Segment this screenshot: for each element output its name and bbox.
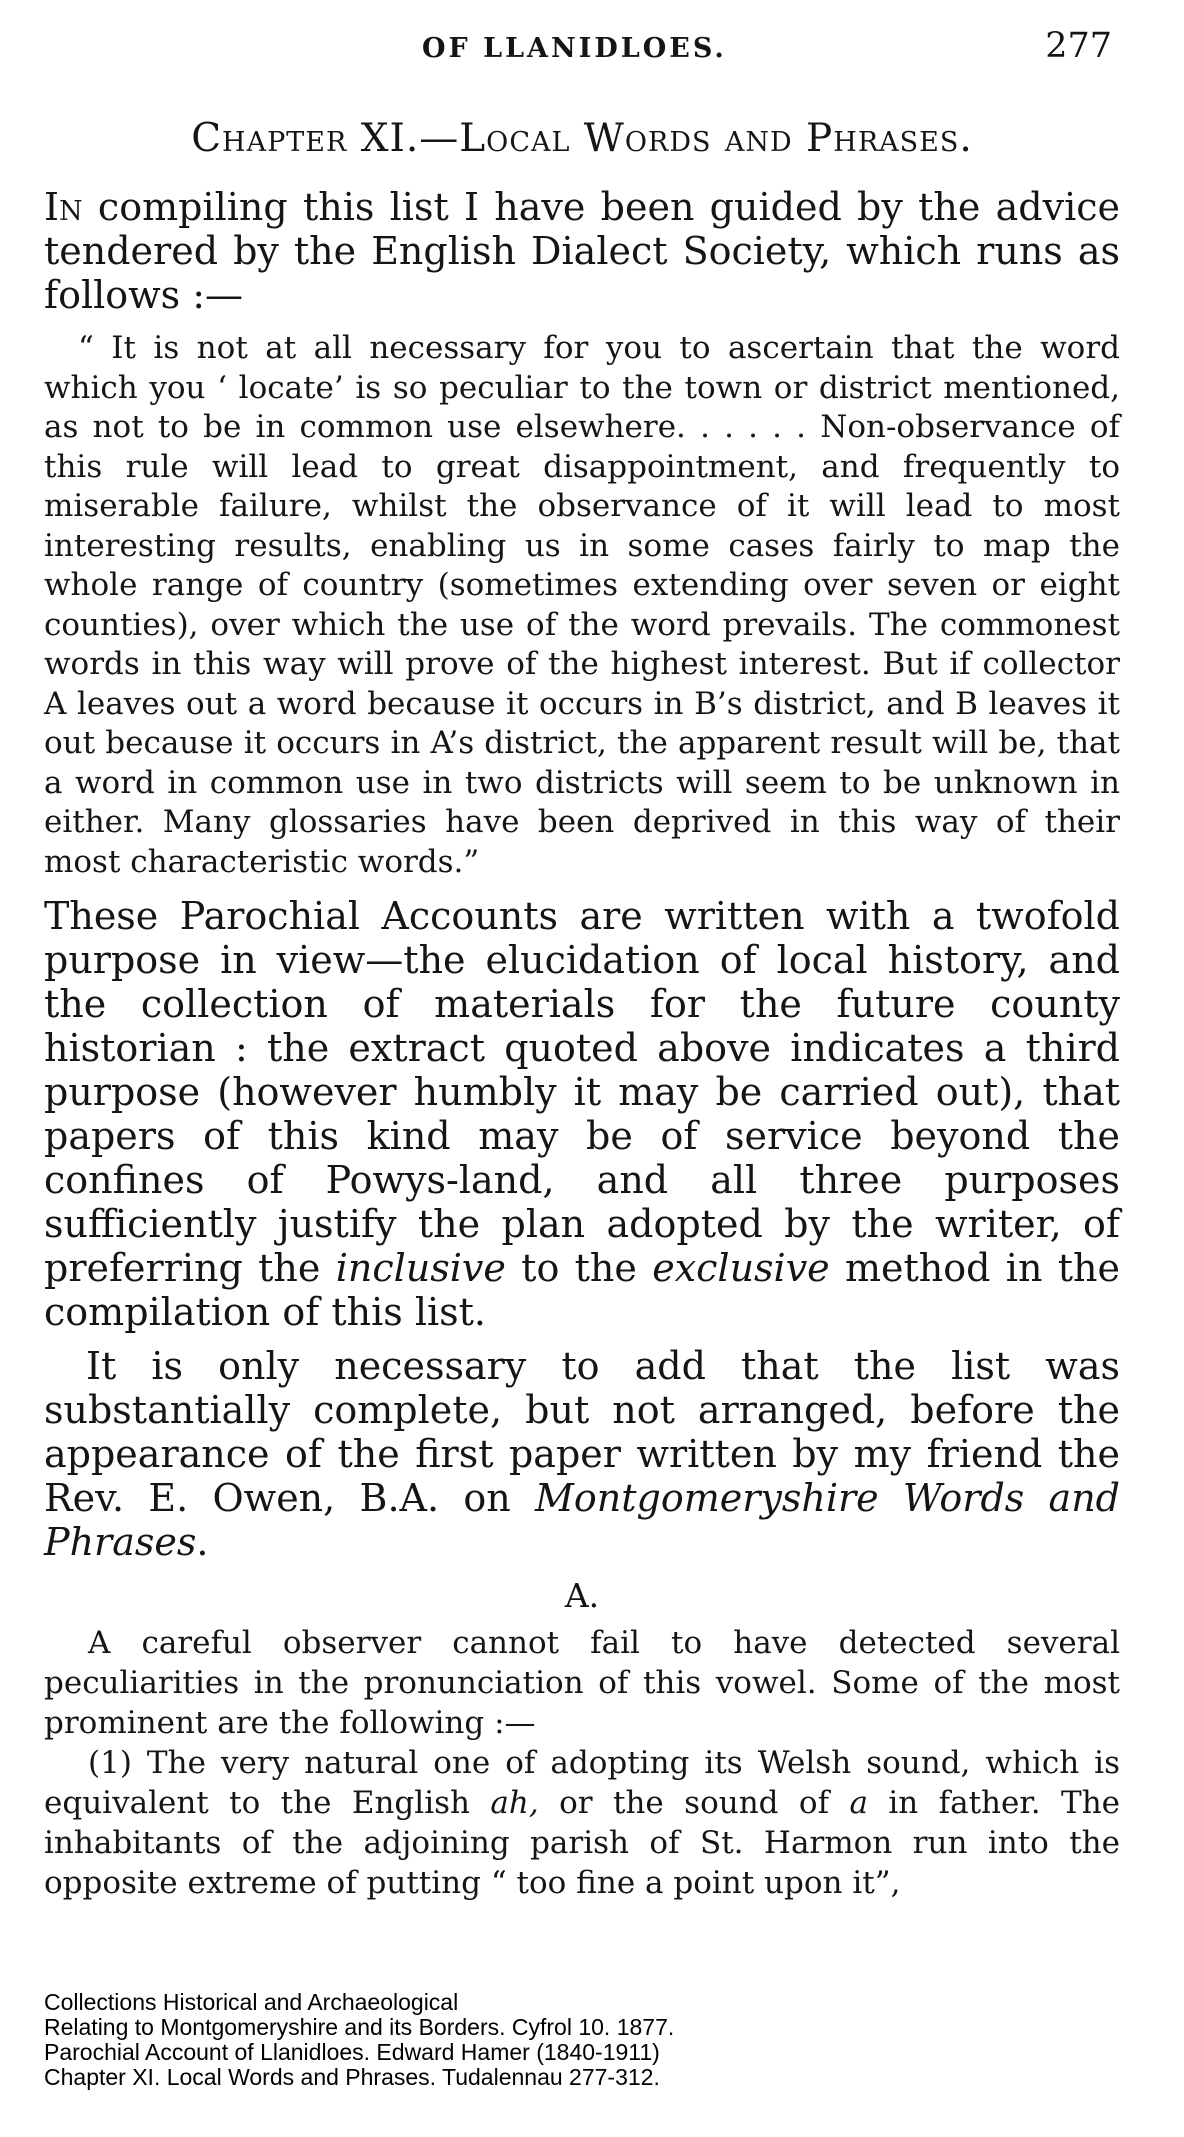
caption-line-4: Chapter XI. Local Words and Phrases. Tudalennau 277-312. bbox=[44, 2064, 660, 2090]
section-paragraph-1: A careful observer cannot fail to have detected several peculiarities in the pronunciation of this vowel. Some of the most prominent are the following :— bbox=[44, 1625, 1120, 1741]
book-page bbox=[44, 26, 1120, 1903]
chapter-heading: Chapter XI.—Local Words and Phrases. bbox=[191, 116, 973, 161]
section-paragraph-2-text-a: (1) The very natural one of adopting its Welsh sound, which is equivalent to the English bbox=[44, 1745, 1120, 1821]
paragraph-note bbox=[44, 1344, 1120, 1564]
section-paragraph-2 bbox=[44, 1743, 1120, 1903]
section-paragraph-2-text-b: or the sound of bbox=[538, 1785, 850, 1821]
intro-paragraph bbox=[44, 185, 1120, 317]
intro-text: compiling this list I have been guided by the advice tendered by the English Dialect Society, which runs as follows :— bbox=[44, 185, 1120, 317]
quoted-passage: “ It is not at all necessary for you to ascertain that the word which you ‘ locate’ is so peculiar to the town or district mentioned, as not to be in common use elsewhere. . . . . . Non-observance of this rule will lead to great disappointment, and frequently to miserable failure, whilst the observance of it will lead to most interesting results, enabling us in some cases fairly to map the whole range of country (sometimes extending over seven or eight counties), over which the use of the word prevails. The commonest words in this way will prove of the highest interest. But if collector A leaves out a word because it occurs in B’s district, and B leaves it out because it occurs in A’s district, the apparent result will be, that a word in common use in two districts will seem to be unknown in either. Many glossaries have been deprived in this way of their most characteristic words.” bbox=[44, 330, 1120, 880]
paragraph-purpose-italic-b: exclusive bbox=[652, 1246, 830, 1290]
paragraph-note-text-a: It is only necessary to add that the list was substantially complete, but not arranged, before the appearance of the first paper written by my friend the Rev. E. Owen, B.A. on bbox=[44, 1344, 1120, 1520]
paragraph-purpose-text-a: These Parochial Accounts are written with a twofold purpose in view—the elucidation of local history, and the collection of materials for the future county historian : the extract quoted above indicates a third purpose (however humbly it may be carried out), that papers of this kind may be of service beyond the confines of Powys-land, and all three purposes sufficiently justify the plan adopted by the writer, of preferring the bbox=[44, 894, 1120, 1290]
caption-line-1: Collections Historical and Archaeological bbox=[44, 1989, 459, 2015]
caption-line-3: Parochial Account of Llanidloes. Edward Hamer (1840-1911) bbox=[44, 2039, 660, 2065]
paragraph-purpose-text-b: to the bbox=[505, 1246, 653, 1290]
paragraph-note-text-b: . bbox=[196, 1520, 209, 1564]
paragraph-purpose bbox=[44, 894, 1120, 1334]
page-number: 277 bbox=[1045, 26, 1112, 66]
section-paragraph-2-italic-b: a bbox=[849, 1785, 868, 1821]
intro-dropcap: In bbox=[44, 185, 83, 229]
section-heading: A. bbox=[564, 1576, 600, 1615]
section-paragraph-2-text-c: in father. The inhabitants of the adjoining parish of St. Harmon run into the opposite extreme of putting “ too fine a point upon it”, bbox=[44, 1785, 1120, 1901]
running-title: OF LLANIDLOES. bbox=[422, 33, 727, 64]
running-head bbox=[44, 26, 1120, 78]
source-caption bbox=[44, 1990, 674, 2090]
section-paragraph-2-italic-a: ah, bbox=[490, 1785, 539, 1821]
paragraph-purpose-italic-a: inclusive bbox=[335, 1246, 506, 1290]
paragraph-note-italic: Montgomeryshire Words and Phrases bbox=[44, 1476, 1121, 1564]
paragraph-purpose-text-c: method in the compilation of this list. bbox=[44, 1246, 1120, 1334]
caption-line-2: Relating to Montgomeryshire and its Borders. Cyfrol 10. 1877. bbox=[44, 2014, 675, 2040]
